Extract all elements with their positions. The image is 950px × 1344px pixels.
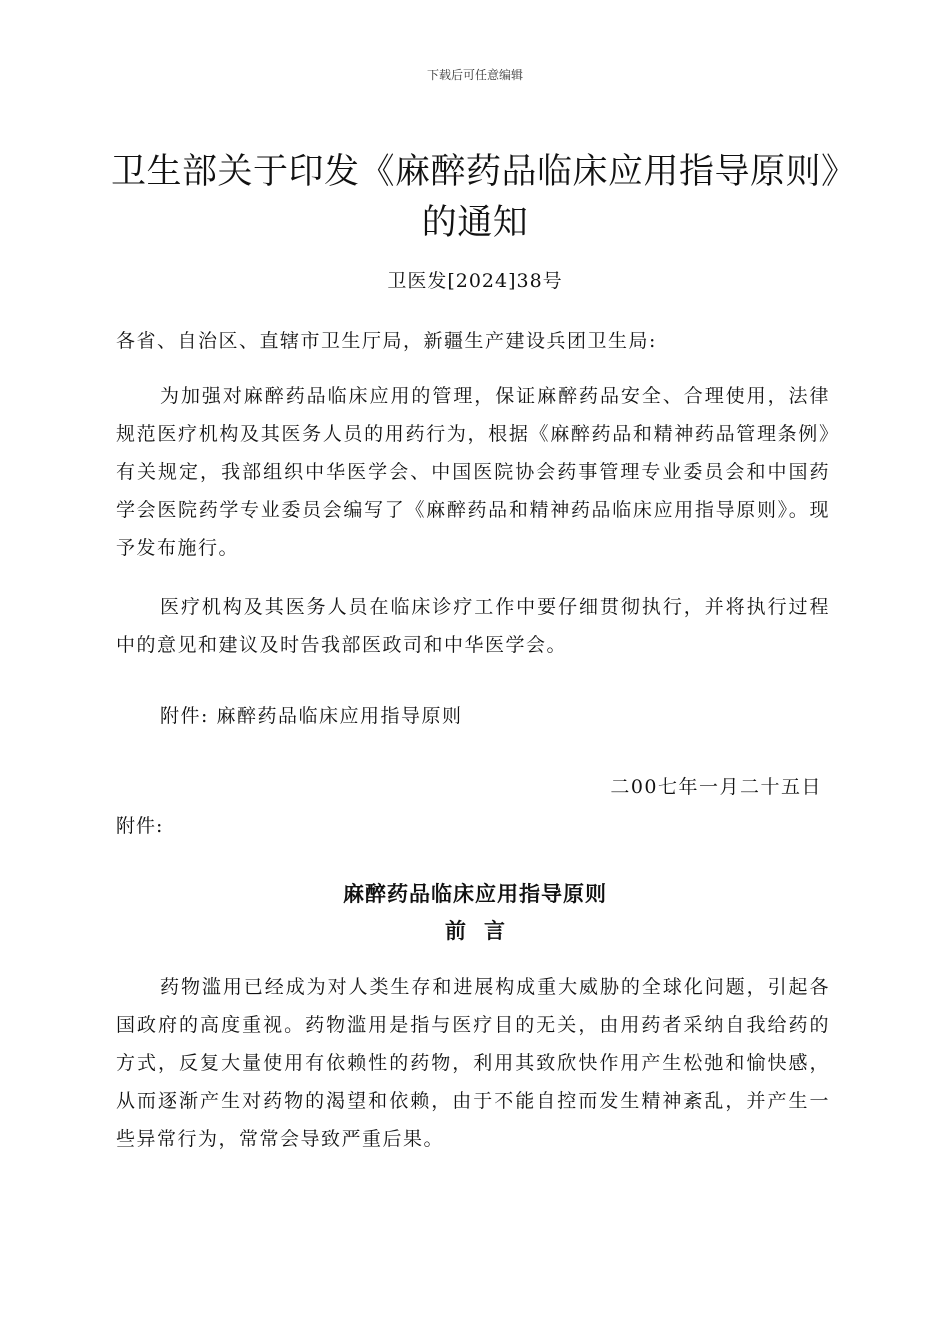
body-paragraph-2: 医疗机构及其医务人员在临床诊疗工作中要仔细贯彻执行，并将执行过程中的意见和建议及时告我部医政司和中华医学会。 [116,596,830,656]
preface-paragraph: 药物滥用已经成为对人类生存和进展构成重大威胁的全球化问题，引起各国政府的高度重视。药物滥用是指与医疗目的无关，由用药者采纳自我给药的方式，反复大量使用有依赖性的药物，利用其致欣快作用产生松弛和愉快感，从而逐渐产生对药物的渴望和依赖，由于不能自控而发生精神紊乱，并产生一些异常行为，常常会导致严重后果。 [116,976,830,1150]
issue-date: 二00七年一月二十五日 [610,776,822,798]
header-note: 下载后可任意编辑 [426,68,523,82]
attachment-label: 附件: [116,815,164,837]
preface-heading: 前言 [445,918,523,943]
body-paragraph-1: 为加强对麻醉药品临床应用的管理，保证麻醉药品安全、合理使用，法律规范医疗机构及其医务人员的用药行为，根据《麻醉药品和精神药品管理条例》有关规定，我部组织中华医学会、中国医院协会药事管理专业委员会和中国药学会医院药学专业委员会编写了《麻醉药品和精神药品临床应用指导原则》。现予发布施行。 [116,385,830,559]
attachment-title: 麻醉药品临床应用指导原则 [343,881,607,906]
document-number: 卫医发[2024]38号 [387,270,563,292]
document-title: 卫生部关于印发《麻醉药品临床应用指导原则》的通知 [110,152,839,243]
addressee-line: 各省、自治区、直辖市卫生厅局，新疆生产建设兵团卫生局: [116,330,657,352]
attachment-reference: 附件: 麻醉药品临床应用指导原则 [160,705,463,727]
